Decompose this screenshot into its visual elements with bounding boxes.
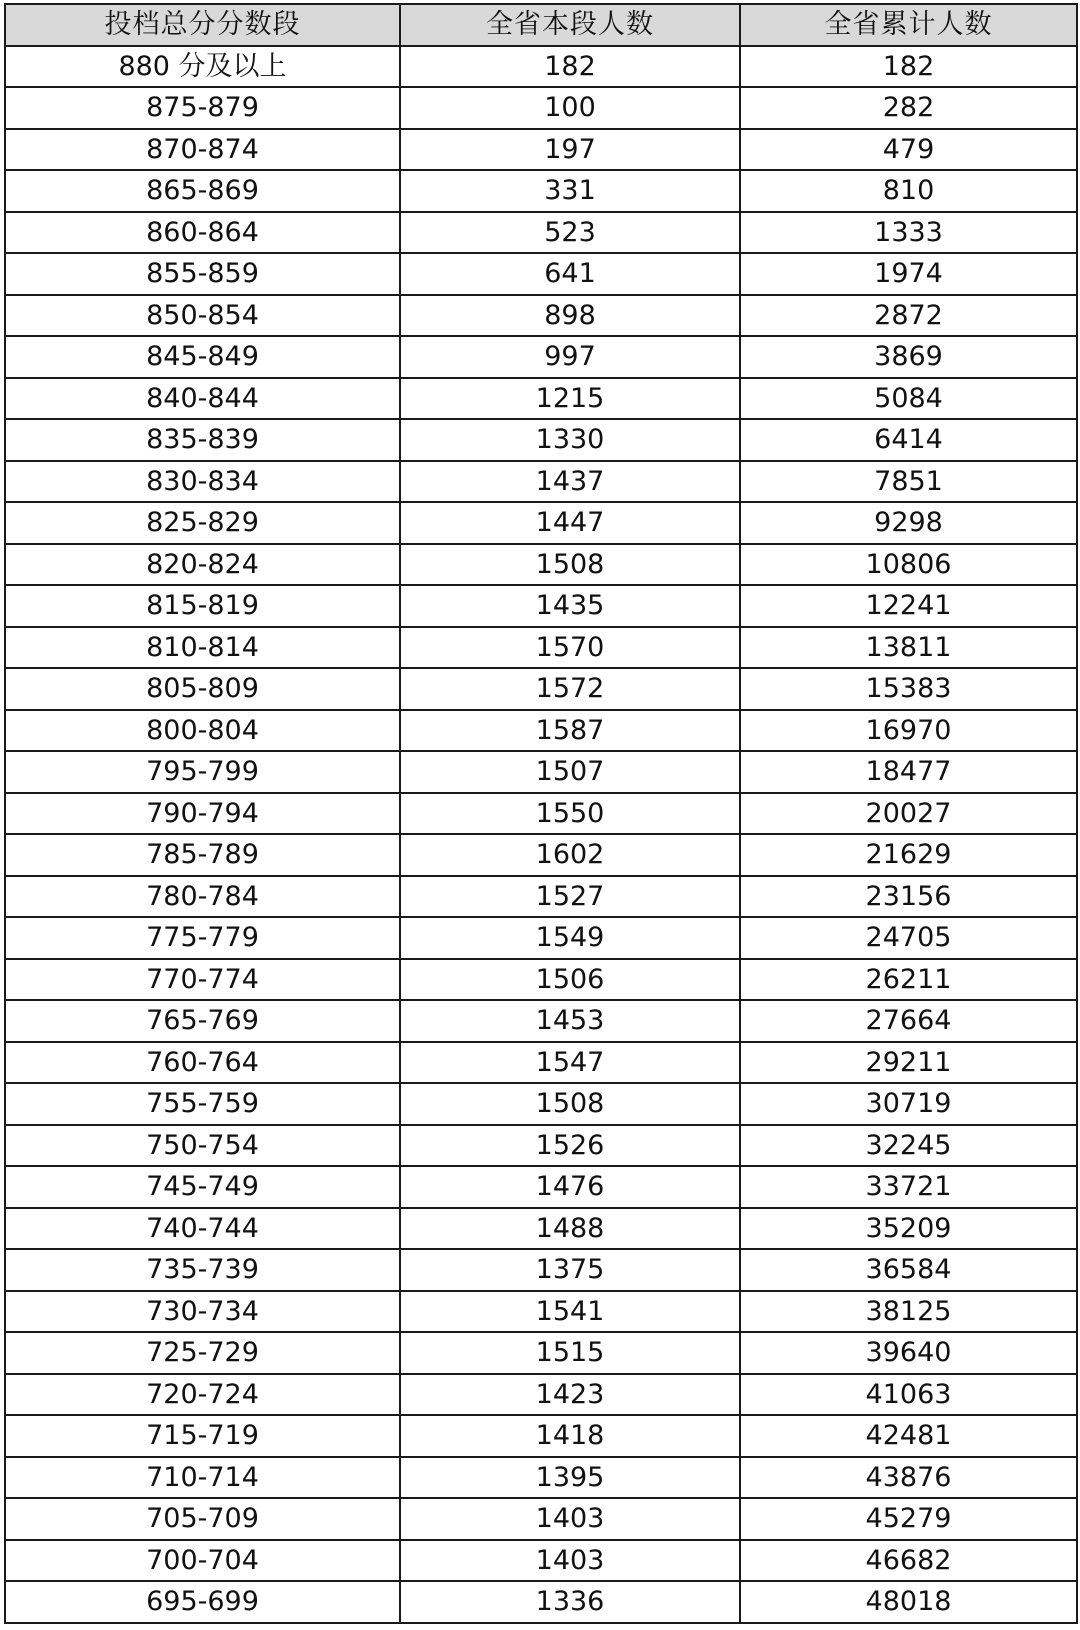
- cumulative-count-cell: 38125: [740, 1291, 1077, 1333]
- score-range-cell: 805-809: [5, 668, 400, 710]
- cumulative-count-cell: 46682: [740, 1540, 1077, 1582]
- cumulative-count-cell: 41063: [740, 1374, 1077, 1416]
- segment-count-cell: 898: [400, 295, 740, 337]
- score-range-cell: 700-704: [5, 1540, 400, 1582]
- cumulative-count-cell: 810: [740, 170, 1077, 212]
- segment-count-cell: 1541: [400, 1291, 740, 1333]
- score-range-cell: 855-859: [5, 253, 400, 295]
- table-row: [5, 710, 1077, 752]
- segment-count-cell: 1488: [400, 1208, 740, 1250]
- segment-count-cell: 997: [400, 336, 740, 378]
- score-range-cell: 860-864: [5, 212, 400, 254]
- segment-count-cell: 1550: [400, 793, 740, 835]
- score-range-cell: 825-829: [5, 502, 400, 544]
- segment-count-cell: 1527: [400, 876, 740, 918]
- cumulative-count-cell: 29211: [740, 1042, 1077, 1084]
- cumulative-count-cell: 7851: [740, 461, 1077, 503]
- table-row: [5, 1249, 1077, 1291]
- table-row: [5, 378, 1077, 420]
- table-row: [5, 170, 1077, 212]
- segment-count-cell: 1570: [400, 627, 740, 669]
- table-row: [5, 129, 1077, 171]
- table-row: [5, 1125, 1077, 1167]
- score-range-cell: 720-724: [5, 1374, 400, 1416]
- segment-count-cell: 1423: [400, 1374, 740, 1416]
- table-row: [5, 1291, 1077, 1333]
- table-row: [5, 627, 1077, 669]
- score-range-cell: 850-854: [5, 295, 400, 337]
- cumulative-count-cell: 13811: [740, 627, 1077, 669]
- table-row: [5, 876, 1077, 918]
- cumulative-count-cell: 21629: [740, 834, 1077, 876]
- score-range-cell: 765-769: [5, 1000, 400, 1042]
- segment-count-cell: 100: [400, 87, 740, 129]
- score-range-cell: 815-819: [5, 585, 400, 627]
- score-range-cell: 870-874: [5, 129, 400, 171]
- score-range-cell: 880 分及以上: [5, 46, 400, 88]
- cumulative-count-cell: 3869: [740, 336, 1077, 378]
- score-range-cell: 835-839: [5, 419, 400, 461]
- cumulative-count-cell: 1333: [740, 212, 1077, 254]
- table-row: [5, 668, 1077, 710]
- cumulative-count-cell: 5084: [740, 378, 1077, 420]
- table-row: [5, 253, 1077, 295]
- cumulative-count-cell: 43876: [740, 1457, 1077, 1499]
- table-row: [5, 1000, 1077, 1042]
- table-row: [5, 1208, 1077, 1250]
- score-range-cell: 710-714: [5, 1457, 400, 1499]
- score-range-cell: 785-789: [5, 834, 400, 876]
- cumulative-count-cell: 10806: [740, 544, 1077, 586]
- cumulative-count-cell: 282: [740, 87, 1077, 129]
- score-distribution-table: [4, 3, 1078, 1624]
- segment-count-cell: 1549: [400, 917, 740, 959]
- score-range-cell: 705-709: [5, 1498, 400, 1540]
- segment-count-cell: 182: [400, 46, 740, 88]
- score-range-cell: 730-734: [5, 1291, 400, 1333]
- table-row: [5, 1166, 1077, 1208]
- score-range-cell: 840-844: [5, 378, 400, 420]
- score-range-cell: 760-764: [5, 1042, 400, 1084]
- cumulative-count-cell: 16970: [740, 710, 1077, 752]
- table-row: [5, 585, 1077, 627]
- segment-count-cell: 1476: [400, 1166, 740, 1208]
- table-row: [5, 46, 1077, 88]
- score-range-cell: 780-784: [5, 876, 400, 918]
- cumulative-count-cell: 6414: [740, 419, 1077, 461]
- segment-count-cell: 1375: [400, 1249, 740, 1291]
- score-range-cell: 800-804: [5, 710, 400, 752]
- header-segment-count: 全省本段人数: [400, 4, 740, 46]
- cumulative-count-cell: 39640: [740, 1332, 1077, 1374]
- cumulative-count-cell: 1974: [740, 253, 1077, 295]
- segment-count-cell: 1403: [400, 1540, 740, 1582]
- cumulative-count-cell: 23156: [740, 876, 1077, 918]
- segment-count-cell: 1508: [400, 1083, 740, 1125]
- segment-count-cell: 197: [400, 129, 740, 171]
- segment-count-cell: 1587: [400, 710, 740, 752]
- table-row: [5, 336, 1077, 378]
- segment-count-cell: 1508: [400, 544, 740, 586]
- table-row: [5, 419, 1077, 461]
- segment-count-cell: 1437: [400, 461, 740, 503]
- score-range-cell: 820-824: [5, 544, 400, 586]
- score-range-cell: 755-759: [5, 1083, 400, 1125]
- segment-count-cell: 1395: [400, 1457, 740, 1499]
- score-range-cell: 735-739: [5, 1249, 400, 1291]
- cumulative-count-cell: 42481: [740, 1415, 1077, 1457]
- score-range-cell: 795-799: [5, 751, 400, 793]
- segment-count-cell: 1602: [400, 834, 740, 876]
- table-row: [5, 461, 1077, 503]
- cumulative-count-cell: 32245: [740, 1125, 1077, 1167]
- segment-count-cell: 1403: [400, 1498, 740, 1540]
- table-row: [5, 1457, 1077, 1499]
- table-row: [5, 1042, 1077, 1084]
- table-row: [5, 1540, 1077, 1582]
- cumulative-count-cell: 45279: [740, 1498, 1077, 1540]
- table-row: [5, 751, 1077, 793]
- table-body: [5, 46, 1077, 1623]
- cumulative-count-cell: 35209: [740, 1208, 1077, 1250]
- segment-count-cell: 641: [400, 253, 740, 295]
- score-range-cell: 725-729: [5, 1332, 400, 1374]
- segment-count-cell: 1336: [400, 1581, 740, 1623]
- score-range-cell: 865-869: [5, 170, 400, 212]
- score-range-cell: 745-749: [5, 1166, 400, 1208]
- header-score-range: 投档总分分数段: [5, 4, 400, 46]
- table-row: [5, 1332, 1077, 1374]
- table-row: [5, 87, 1077, 129]
- cumulative-count-cell: 26211: [740, 959, 1077, 1001]
- segment-count-cell: 1507: [400, 751, 740, 793]
- table-row: [5, 834, 1077, 876]
- table-row: [5, 502, 1077, 544]
- segment-count-cell: 523: [400, 212, 740, 254]
- cumulative-count-cell: 9298: [740, 502, 1077, 544]
- segment-count-cell: 331: [400, 170, 740, 212]
- segment-count-cell: 1447: [400, 502, 740, 544]
- score-range-cell: 750-754: [5, 1125, 400, 1167]
- cumulative-count-cell: 24705: [740, 917, 1077, 959]
- score-range-cell: 715-719: [5, 1415, 400, 1457]
- table-row: [5, 544, 1077, 586]
- cumulative-count-cell: 48018: [740, 1581, 1077, 1623]
- table-row: [5, 917, 1077, 959]
- table-row: [5, 959, 1077, 1001]
- cumulative-count-cell: 479: [740, 129, 1077, 171]
- segment-count-cell: 1330: [400, 419, 740, 461]
- cumulative-count-cell: 20027: [740, 793, 1077, 835]
- cumulative-count-cell: 30719: [740, 1083, 1077, 1125]
- segment-count-cell: 1506: [400, 959, 740, 1001]
- header-row: [5, 4, 1077, 46]
- table-row: [5, 1415, 1077, 1457]
- table-row: [5, 212, 1077, 254]
- score-range-cell: 695-699: [5, 1581, 400, 1623]
- score-range-cell: 770-774: [5, 959, 400, 1001]
- score-range-cell: 875-879: [5, 87, 400, 129]
- cumulative-count-cell: 182: [740, 46, 1077, 88]
- table-row: [5, 1374, 1077, 1416]
- segment-count-cell: 1453: [400, 1000, 740, 1042]
- segment-count-cell: 1215: [400, 378, 740, 420]
- segment-count-cell: 1515: [400, 1332, 740, 1374]
- segment-count-cell: 1572: [400, 668, 740, 710]
- segment-count-cell: 1547: [400, 1042, 740, 1084]
- cumulative-count-cell: 36584: [740, 1249, 1077, 1291]
- score-range-cell: 775-779: [5, 917, 400, 959]
- segment-count-cell: 1418: [400, 1415, 740, 1457]
- table-row: [5, 1581, 1077, 1623]
- segment-count-cell: 1526: [400, 1125, 740, 1167]
- table-row: [5, 1498, 1077, 1540]
- cumulative-count-cell: 18477: [740, 751, 1077, 793]
- table-row: [5, 295, 1077, 337]
- score-range-cell: 845-849: [5, 336, 400, 378]
- score-range-cell: 830-834: [5, 461, 400, 503]
- cumulative-count-cell: 27664: [740, 1000, 1077, 1042]
- score-range-cell: 740-744: [5, 1208, 400, 1250]
- header-cumulative-count: 全省累计人数: [740, 4, 1077, 46]
- table-row: [5, 793, 1077, 835]
- segment-count-cell: 1435: [400, 585, 740, 627]
- table-row: [5, 1083, 1077, 1125]
- cumulative-count-cell: 15383: [740, 668, 1077, 710]
- score-range-cell: 790-794: [5, 793, 400, 835]
- score-range-cell: 810-814: [5, 627, 400, 669]
- cumulative-count-cell: 33721: [740, 1166, 1077, 1208]
- cumulative-count-cell: 12241: [740, 585, 1077, 627]
- cumulative-count-cell: 2872: [740, 295, 1077, 337]
